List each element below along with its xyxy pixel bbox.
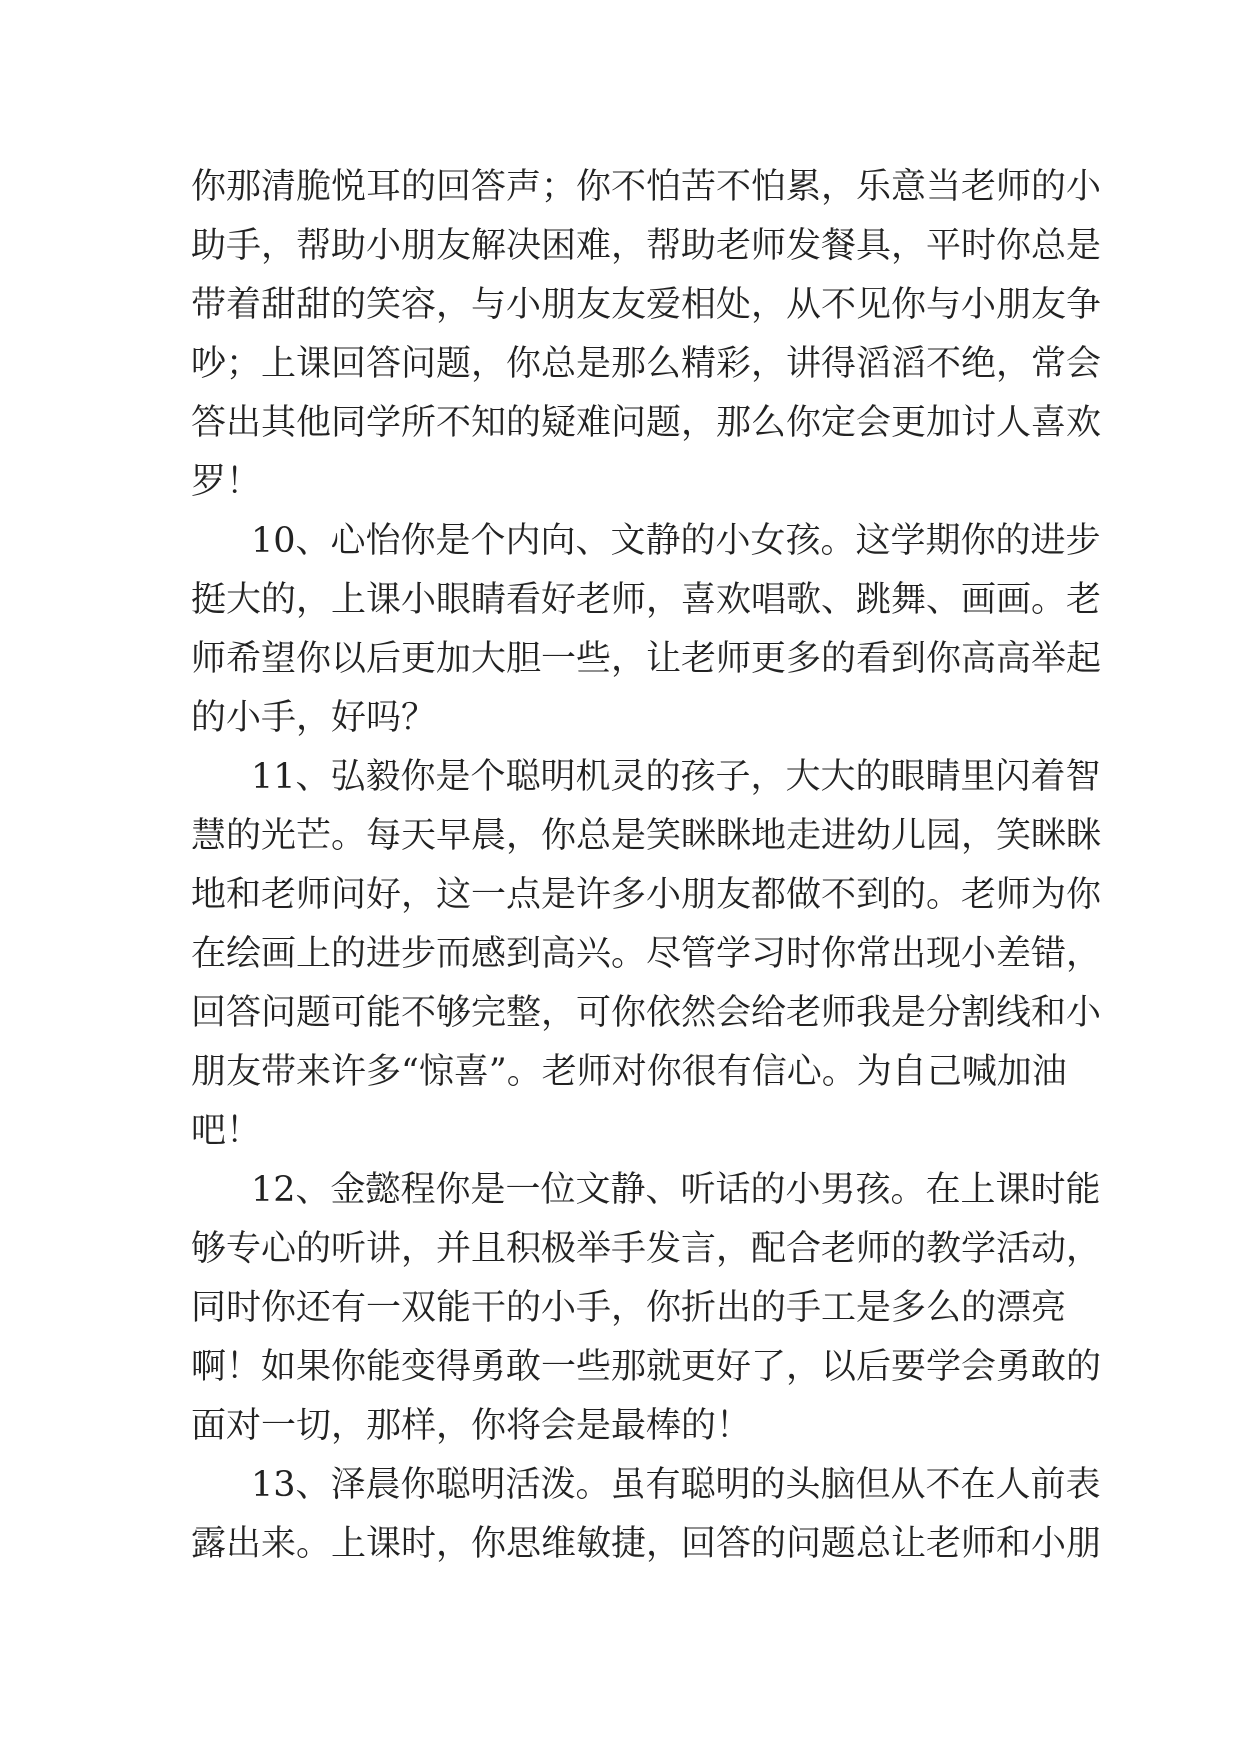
text-line: 的小手，好吗？ [191,698,437,738]
text-line: 师希望你以后更加大胆一些，让老师更多的看到你高高举起 [191,639,1102,679]
text-line: 啊！如果你能变得勇敢一些那就更好了，以后要学会勇敢的 [191,1347,1102,1387]
paragraph-12-first-line: 12、金懿程你是一位文静、听话的小男孩。在上课时能 [251,1170,1101,1210]
text-line: 吵；上课回答问题，你总是那么精彩，讲得滔滔不绝，常会 [191,344,1102,384]
text-line: 答出其他同学所不知的疑难问题，那么你定会更加讨人喜欢 [191,403,1102,443]
text-line: 回答问题可能不够完整，可你依然会给老师我是分割线和小 [191,993,1102,1033]
paragraph-13-first-line: 13、泽晨你聪明活泼。虽有聪明的头脑但从不在人前表 [251,1465,1101,1505]
text-line: 面对一切，那样，你将会是最棒的！ [191,1406,752,1446]
text-line: 你那清脆悦耳的回答声；你不怕苦不怕累，乐意当老师的小 [191,167,1102,207]
text-line: 在绘画上的进步而感到高兴。尽管学习时你常出现小差错， [191,934,1102,974]
text-line: 露出来。上课时，你思维敏捷，回答的问题总让老师和小朋 [191,1524,1102,1564]
text-line: 朋友带来许多“惊喜”。老师对你很有信心。为自己喊加油 [191,1052,1067,1092]
text-line: 地和老师问好，这一点是许多小朋友都做不到的。老师为你 [191,875,1102,915]
text-line: 挺大的，上课小眼睛看好老师，喜欢唱歌、跳舞、画画。老 [191,580,1102,620]
text-line: 同时你还有一双能干的小手，你折出的手工是多么的漂亮 [191,1288,1067,1328]
paragraph-10-first-line: 10、心怡你是个内向、文静的小女孩。这学期你的进步 [251,521,1101,561]
text-line: 助手，帮助小朋友解决困难，帮助老师发餐具，平时你总是 [191,226,1102,266]
document-body [191,158,1102,1574]
text-line: 够专心的听讲，并且积极举手发言，配合老师的教学活动， [191,1229,1102,1269]
text-line: 罗！ [191,462,262,502]
text-line: 慧的光芒。每天早晨，你总是笑眯眯地走进幼儿园，笑眯眯 [191,816,1102,856]
paragraph-11-first-line: 11、弘毅你是个聪明机灵的孩子，大大的眼睛里闪着智 [251,757,1101,797]
text-line: 带着甜甜的笑容，与小朋友友爱相处，从不见你与小朋友争 [191,285,1102,325]
text-line: 吧！ [191,1111,262,1151]
